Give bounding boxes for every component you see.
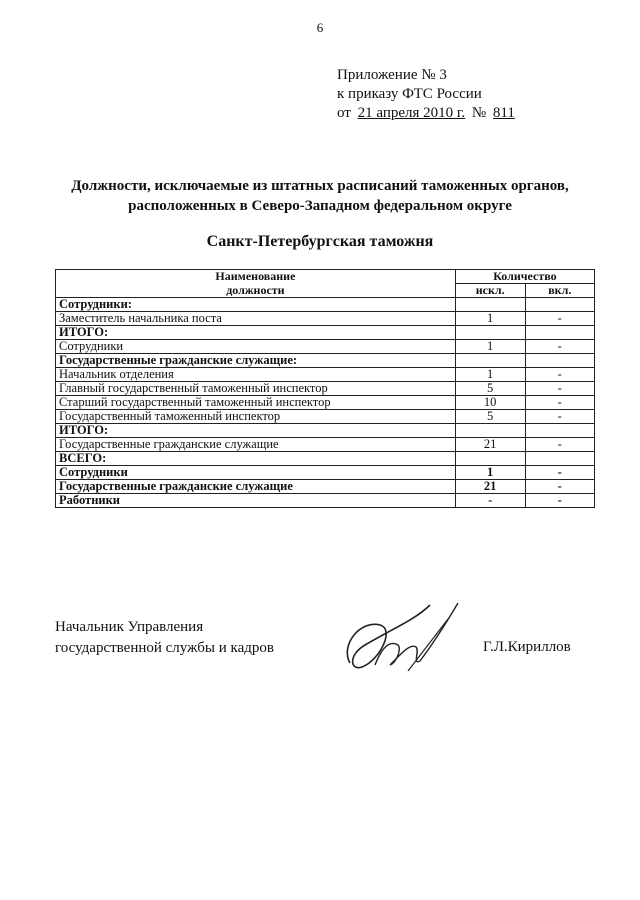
table-row xyxy=(56,494,595,508)
position-name-cell: ИТОГО: xyxy=(56,326,456,340)
included-count-cell: - xyxy=(525,340,594,354)
table-group-row xyxy=(56,326,595,340)
table-group-row xyxy=(56,452,595,466)
customs-office-title: Санкт-Петербургская таможня xyxy=(206,233,434,250)
included-count-cell: - xyxy=(525,312,594,326)
signatory-title-line-2: государственной службы и кадров xyxy=(55,640,274,656)
document-title-line-1: Должности, исключаемые из штатных расписаний таможенных органов, xyxy=(71,178,569,194)
excluded-count-cell: 1 xyxy=(455,312,525,326)
excluded-count-cell: - xyxy=(455,494,525,508)
included-count-cell: - xyxy=(525,438,594,452)
position-name-cell: Старший государственный таможенный инспектор xyxy=(56,396,456,410)
excluded-count-cell xyxy=(455,452,525,466)
excluded-count-cell: 1 xyxy=(455,340,525,354)
table-group-row xyxy=(56,354,595,368)
appendix-number-sign: № xyxy=(471,105,487,121)
position-name-cell: ИТОГО: xyxy=(56,424,456,438)
excluded-count-cell xyxy=(455,424,525,438)
position-name-cell: Начальник отделения xyxy=(56,368,456,382)
excluded-count-cell: 5 xyxy=(455,382,525,396)
excluded-count-cell: 1 xyxy=(455,368,525,382)
positions-table-body xyxy=(56,298,595,508)
header-quantity: Количество xyxy=(455,270,594,284)
position-name-cell: Государственный таможенный инспектор xyxy=(56,410,456,424)
position-name-cell: Государственные гражданские служащие xyxy=(56,480,456,494)
included-count-cell: - xyxy=(525,410,594,424)
position-name-cell: Государственные гражданские служащие: xyxy=(56,354,456,368)
document-title xyxy=(40,176,600,216)
header-position-name xyxy=(56,270,456,284)
position-name-cell: Заместитель начальника поста xyxy=(56,312,456,326)
excluded-count-cell: 10 xyxy=(455,396,525,410)
excluded-count-cell xyxy=(455,298,525,312)
table-group-row xyxy=(56,298,595,312)
included-count-cell xyxy=(525,298,594,312)
excluded-count-cell xyxy=(455,326,525,340)
appendix-line-2: к приказу ФТС России xyxy=(337,86,482,102)
position-name-cell: Главный государственный таможенный инспектор xyxy=(56,382,456,396)
position-name-cell: Сотрудники: xyxy=(56,298,456,312)
table-row xyxy=(56,312,595,326)
positions-table xyxy=(55,269,595,508)
appendix-number: 811 xyxy=(492,105,515,121)
document-title-line-2: расположенных в Северо-Западном федеральном округе xyxy=(128,198,512,214)
position-name-cell: Сотрудники xyxy=(56,466,456,480)
appendix-date-prefix: от xyxy=(337,105,351,121)
appendix-header xyxy=(337,66,518,123)
header-position-name-line-2: должности xyxy=(56,284,456,298)
header-included: вкл. xyxy=(525,284,594,298)
table-row xyxy=(56,466,595,480)
position-name-cell: Работники xyxy=(56,494,456,508)
table-row xyxy=(56,396,595,410)
table-row xyxy=(56,368,595,382)
table-row xyxy=(56,438,595,452)
included-count-cell xyxy=(525,326,594,340)
table-row xyxy=(56,480,595,494)
included-count-cell: - xyxy=(525,494,594,508)
page-number: 6 xyxy=(316,20,324,35)
included-count-cell: - xyxy=(525,466,594,480)
header-position-name-line-1: Наименование xyxy=(215,269,296,284)
excluded-count-cell: 5 xyxy=(455,410,525,424)
excluded-count-cell xyxy=(455,354,525,368)
included-count-cell: - xyxy=(525,480,594,494)
included-count-cell: - xyxy=(525,382,594,396)
table-row xyxy=(56,410,595,424)
table-row xyxy=(56,340,595,354)
signatory-name: Г.Л.Кириллов xyxy=(483,639,571,655)
excluded-count-cell: 1 xyxy=(455,466,525,480)
handwritten-signature xyxy=(320,585,470,695)
included-count-cell: - xyxy=(525,368,594,382)
included-count-cell: - xyxy=(525,396,594,410)
table-row xyxy=(56,382,595,396)
appendix-date-line xyxy=(337,104,518,123)
appendix-date: 21 апреля 2010 г. xyxy=(357,105,466,121)
signatory-title-line-1: Начальник Управления xyxy=(55,619,204,635)
included-count-cell xyxy=(525,452,594,466)
header-excluded: искл. xyxy=(455,284,525,298)
appendix-line-1: Приложение № 3 xyxy=(337,67,447,83)
excluded-count-cell: 21 xyxy=(455,480,525,494)
signatory-title xyxy=(55,617,274,659)
excluded-count-cell: 21 xyxy=(455,438,525,452)
included-count-cell xyxy=(525,354,594,368)
included-count-cell xyxy=(525,424,594,438)
table-group-row xyxy=(56,424,595,438)
position-name-cell: Сотрудники xyxy=(56,340,456,354)
position-name-cell: Государственные гражданские служащие xyxy=(56,438,456,452)
position-name-cell: ВСЕГО: xyxy=(56,452,456,466)
